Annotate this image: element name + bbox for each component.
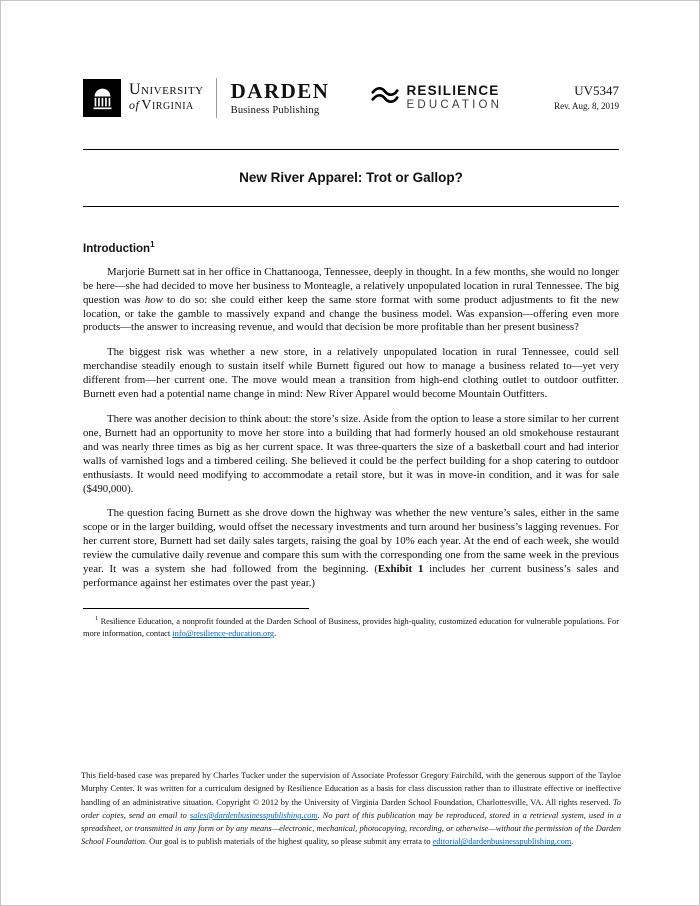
exhibit-1-reference: Exhibit 1 — [377, 563, 424, 576]
uva-virginia-text — [129, 99, 204, 114]
order-copies-text: To order copies, send an email to — [81, 797, 621, 820]
document-id-block — [554, 83, 619, 112]
paragraph-3: There was another decision to think about: the store’s size. Aside from the option to lease a store similar to her current one, Burnett had an opportunity to move her store into a building that had formerly housed an old smokehouse restaurant and was nearly three times as big as her current space. It was three-quarters the size of a basketball court and had interior walls of varnished logs and a timbered ceiling. She believed it could be the perfect building for a shop catering to outdoor enthusiasts. It would need modifying to accommodate a retail store, but it was in move-in condition, and it was for sale ($490,000). — [83, 412, 619, 495]
footnote-separator — [83, 608, 309, 609]
copyright-text: This field-based case was prepared by Charles Tucker under the supervision of Associate Professor Gregory Fairchild, with the generous support of the Tayloe Murphy Center. It was written for a curriculum designed by Resilience Education as a basis for class discussion rather than to illustrate effective or ineffective handling of an administrative situation. Copyright © 2012 by the University of Virginia Darden School Foundation, Charlottesville, VA. All rights reserved. — [81, 771, 621, 807]
editorial-email-link[interactable]: editorial@dardenbusinesspublishing.com — [432, 837, 572, 847]
footnote-marker: 1 — [95, 614, 99, 622]
section-heading-introduction — [83, 240, 619, 255]
document-number: UV5347 — [574, 83, 619, 99]
resilience-subtitle-text: EDUCATION — [406, 98, 503, 111]
paragraph-1-text-cont: to do so: she could either keep the same store format with some product adjustments to fit the new location, or take the gamble to massively expand and change the business model. Was expansion—offering even more products—the answer to increasing revenue, and would that decision be more profitable than her present business? — [83, 293, 620, 334]
footnote-text: Resilience Education, a nonprofit founded at the Darden School of Business, provides high-quality, customized education for vulnerable populations. For more information, contact — [83, 616, 619, 639]
paragraph-1-italic: how — [144, 293, 163, 306]
resilience-email-link[interactable]: info@resilience-education.org — [172, 629, 275, 639]
footer-period: . — [571, 837, 574, 847]
uva-virginia-word: Virginia — [141, 98, 194, 114]
footnote-1 — [83, 614, 619, 641]
uva-logo — [83, 79, 204, 117]
uva-university-text: University — [129, 81, 204, 99]
case-title: New River Apparel: Trot or Gallop? — [239, 170, 463, 185]
paragraph-4 — [83, 507, 619, 590]
resilience-name-text: RESILIENCE — [406, 82, 500, 98]
paragraph-1 — [83, 266, 619, 336]
title-rule-bottom — [83, 206, 619, 207]
uva-of-text: of — [129, 98, 140, 113]
resilience-waves-icon — [371, 85, 399, 110]
errata-text: Our goal is to publish materials of the highest quality, so please submit any errata to — [149, 837, 433, 847]
no-reproduction-text: . No part of this publication may be reproduced, stored in a retrieval system, used in a spreadsheet, or transmitted in any form or by any means—electronic, mechanical, photocopying, recording, or otherwise—without the permission of the Darden School Foundation. — [81, 810, 622, 847]
footnote-period: . — [274, 629, 277, 639]
resilience-logo — [371, 84, 502, 113]
darden-logo — [230, 78, 330, 116]
masthead-divider — [216, 78, 217, 118]
uva-wordmark — [129, 82, 204, 113]
darden-name-text: DARDEN — [230, 78, 330, 103]
paragraph-4-text-cont: includes her current business’s sales and performance against her estimates over the past year.) — [83, 563, 620, 589]
paragraph-2: The biggest risk was whether a new store, in a relatively unpopulated location in rural Tennessee, could sell merchandise steadily enough to sustain itself while Burnett figured out how to manage a business related to—yet very different from—her current one. The move would mean a transition from high-end clothing outlet to outdoor outfitter. Burnett even had a potential name change in mind: New River Apparel would become Mountain Outfitters. — [83, 346, 619, 401]
paragraph-1-text: Marjorie Burnett sat in her office in Chattanooga, Tennessee, deeply in thought. In a few months, she would no longer be here—she had decided to move her business to Monteagle, a relatively unpopulated location in rural Tennessee. The big question was — [83, 265, 619, 306]
darden-subtitle-text: Business Publishing — [230, 104, 320, 116]
introduction-label: Introduction — [83, 242, 151, 255]
resilience-wordmark — [406, 84, 502, 113]
paragraph-4-text: The question facing Burnett as she drove down the highway was whether the new venture’s sales, either in the same scope or in the larger building, would offset the necessary investments and turn around her business’s lagging revenues. For her current store, Burnett had set daily sales targets, raising the goal by 10% each year. At the end of each week, she would review the cumulative daily revenue and compare this sum with the corresponding one from the same week in the previous year. It was a system she had followed from the beginning. ( — [83, 507, 619, 576]
masthead — [83, 75, 619, 121]
revision-date: Rev. Aug. 8, 2019 — [554, 101, 619, 112]
copyright-block — [81, 769, 621, 849]
sales-email-link[interactable]: sales@dardenbusinesspublishing.com — [189, 810, 318, 820]
footnote-reference: 1 — [150, 240, 155, 249]
uva-rotunda-icon — [83, 79, 121, 117]
